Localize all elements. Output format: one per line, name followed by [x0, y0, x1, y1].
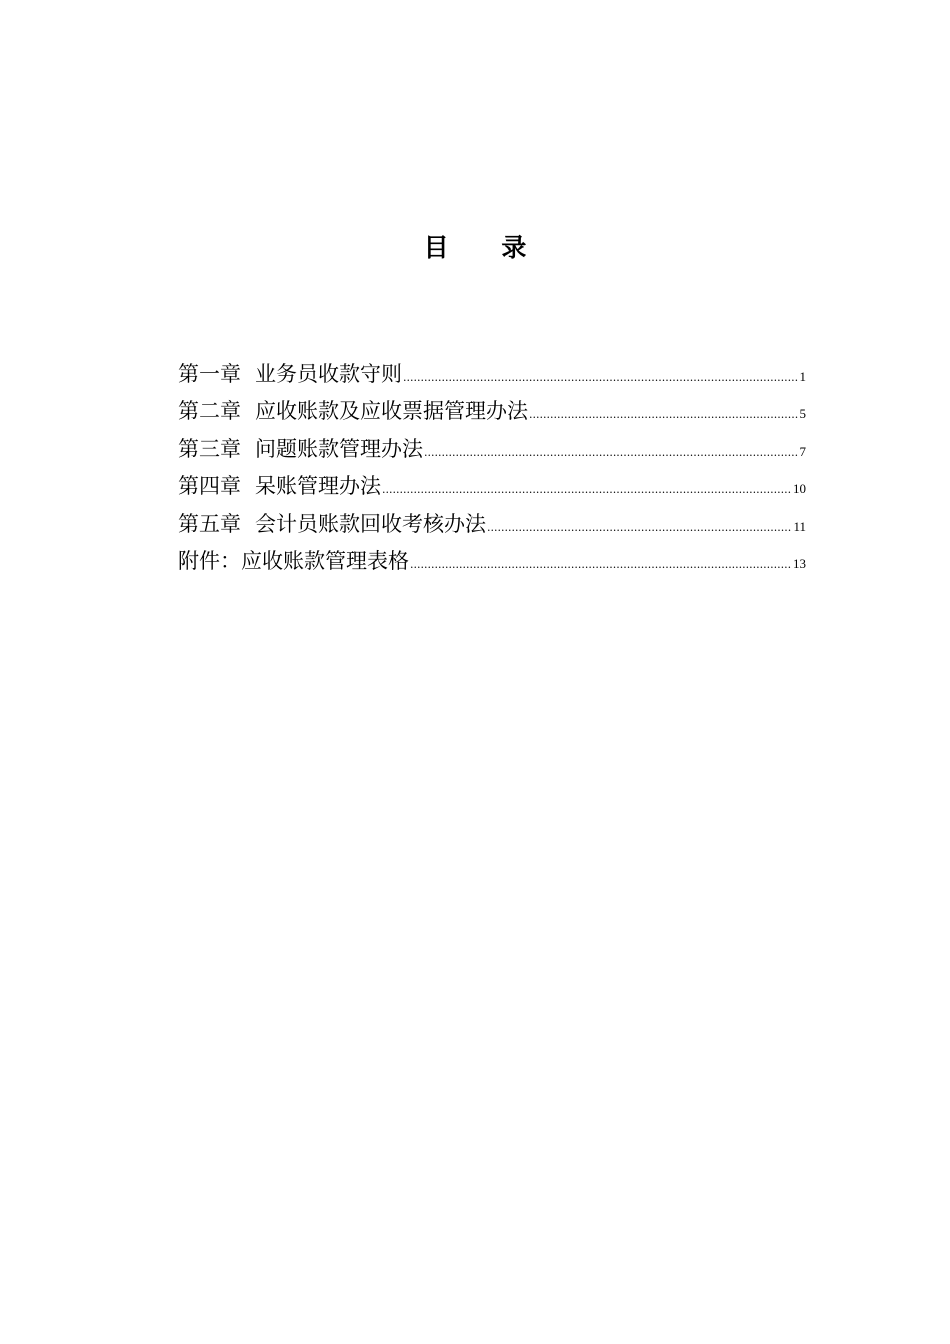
toc-chapter-title: 应收账款管理表格	[241, 548, 409, 573]
toc-entry[interactable]	[178, 543, 806, 580]
toc-chapter-number: 第三章	[178, 436, 241, 461]
toc-entry-label	[178, 356, 402, 393]
toc-dot-leader	[529, 396, 799, 433]
toc-page-number: 11	[793, 518, 806, 534]
toc-dot-leader	[424, 434, 799, 471]
toc-dot-leader	[487, 509, 792, 546]
toc-page-number: 5	[799, 406, 806, 422]
toc-entry-label	[178, 506, 486, 543]
toc-entry[interactable]	[178, 431, 806, 468]
toc-dot-leader	[410, 546, 792, 583]
toc-page-number: 13	[793, 555, 806, 571]
toc-entry[interactable]	[178, 506, 806, 543]
toc-chapter-number: 第二章	[178, 399, 241, 424]
toc-entry[interactable]	[178, 393, 806, 430]
toc-chapter-title: 问题账款管理办法	[255, 436, 423, 461]
toc-chapter-number: 第五章	[178, 511, 241, 536]
toc-chapter-title: 会计员账款回收考核办法	[255, 511, 486, 536]
toc-page-number: 10	[793, 481, 806, 497]
toc-entry[interactable]	[178, 468, 806, 505]
toc-chapter-number: 第四章	[178, 474, 241, 499]
toc-chapter-title: 应收账款及应收票据管理办法	[255, 399, 528, 424]
toc-entry-label	[178, 431, 423, 468]
toc-entry-label	[178, 393, 528, 430]
toc-page-number: 1	[799, 369, 806, 384]
toc-entry[interactable]	[178, 356, 806, 393]
toc-chapter-title: 呆账管理办法	[255, 474, 381, 499]
toc-page-number: 7	[799, 443, 806, 459]
toc-chapter-title: 业务员收款守则	[255, 362, 402, 386]
toc-dot-leader	[382, 471, 792, 508]
toc-entry-label	[178, 543, 409, 580]
toc-entry-label	[178, 468, 381, 505]
toc-title: 目 录	[423, 233, 549, 262]
toc-chapter-number: 第一章	[178, 362, 241, 386]
toc-chapter-number: 附件：	[178, 548, 241, 573]
toc-list	[178, 356, 806, 580]
toc-dot-leader	[403, 359, 799, 396]
